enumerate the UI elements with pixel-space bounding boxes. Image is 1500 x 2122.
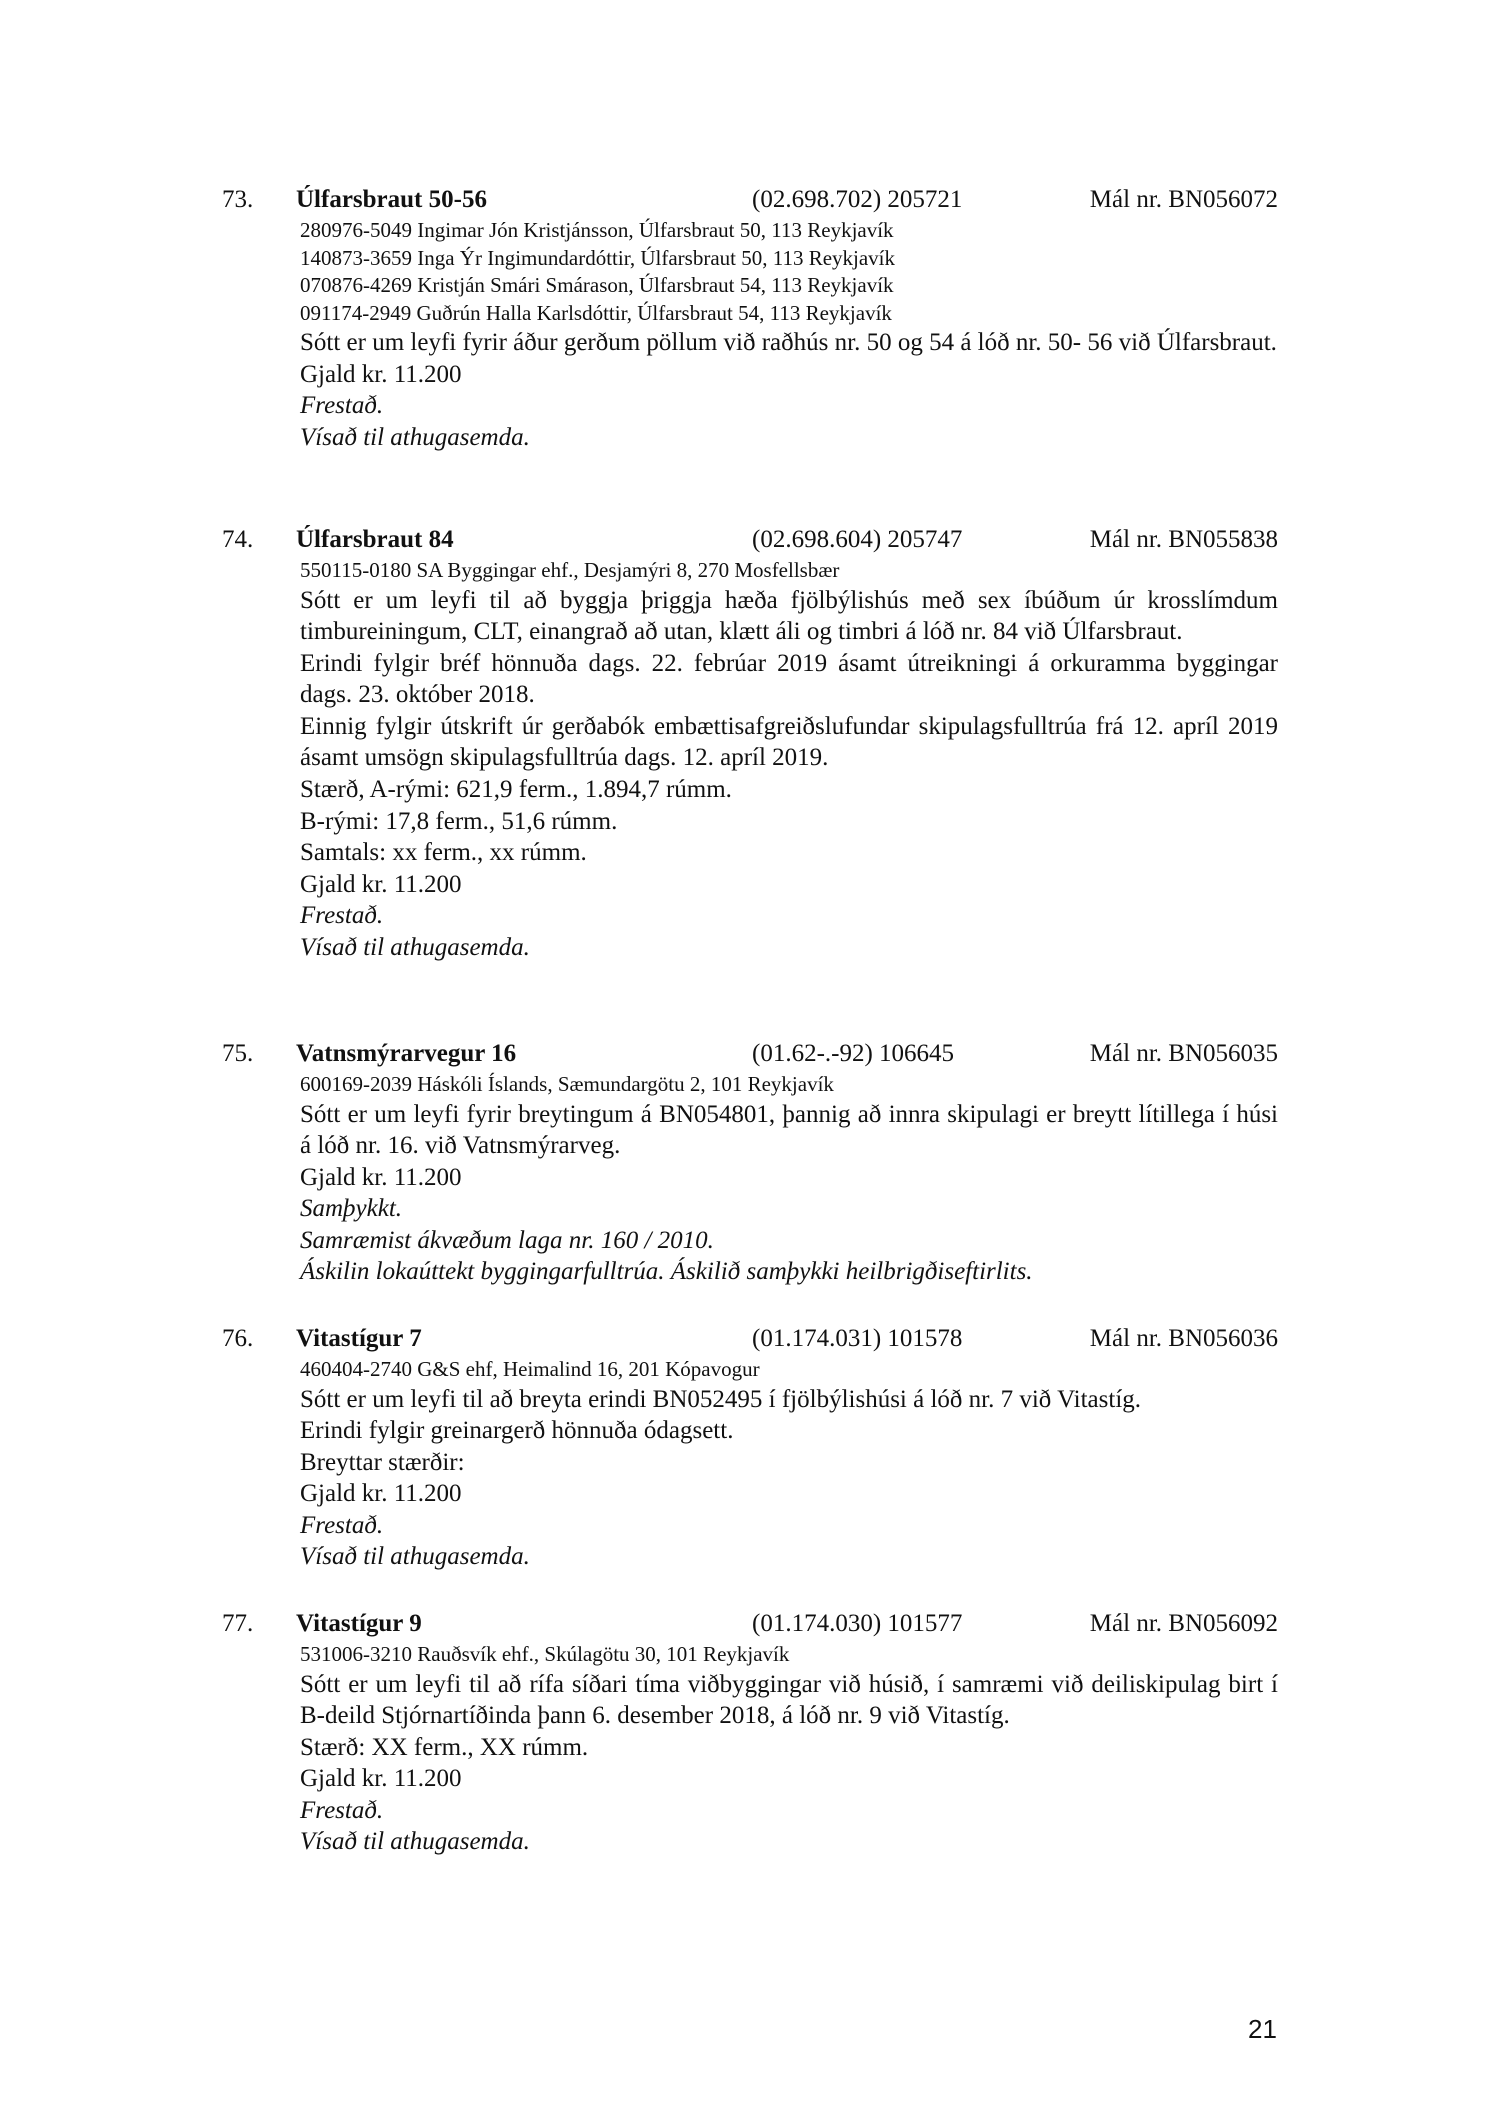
entry-case-number: Mál nr. BN056092 (1089, 1610, 1278, 1637)
entry-header (222, 183, 1278, 217)
applicant-line: 140873-3659 Inga Ýr Ingimundardóttir, Úlfarsbraut 50, 113 Reykjavík (300, 245, 896, 270)
entry-size-a: Stærð, A-rými: 621,9 ferm., 1.894,7 rúmm. (300, 776, 732, 804)
page-number: 21 (1248, 2014, 1277, 2044)
entry-size-b: B-rými: 17,8 ferm., 51,6 rúmm. (300, 807, 618, 835)
entry-size: Stærð: XX ferm., XX rúmm. (300, 1733, 589, 1761)
entry-case-number: Mál nr. BN056036 (1089, 1325, 1278, 1352)
entry-number: 73. (222, 186, 254, 213)
entry-body (300, 1356, 1278, 1573)
entry-fee: Gjald kr. 11.200 (300, 870, 462, 898)
entry-decision-note: Vísað til athugasemda. (300, 1828, 530, 1856)
applicant-line: 070876-4269 Kristján Smári Smárason, Úlfarsbraut 54, 113 Reykjavík (300, 273, 894, 297)
entry-reference: (01.174.030) 101577 (752, 1610, 963, 1637)
entry-number: 76. (222, 1325, 254, 1352)
entry-case-number: Mál nr. BN056072 (1089, 186, 1278, 213)
entry-size-total: Samtals: xx ferm., xx rúmm. (300, 839, 587, 867)
entry-note: Einnig fylgir útskrift úr gerðabók embættisafgreiðslufundar skipulagsfulltrúa frá 12. apríl 2019 ásamt umsögn skipulagsfulltrúa dags. 12. apríl 2019. (300, 712, 1278, 772)
applicant-line: 091174-2949 Guðrún Halla Karlsdóttir, Úlfarsbraut 54, 113 Reykjavík (300, 300, 892, 325)
entry-decision: Frestað. (300, 902, 384, 930)
applicant-line: 550115-0180 SA Byggingar ehf., Desjamýri 8, 270 Mosfellsbær (300, 558, 840, 582)
case-entry-75 (222, 1037, 1278, 1288)
entry-description: Sótt er um leyfi til að breyta erindi BN052495 í fjölbýlishúsi á lóð nr. 7 við Vitastíg. (300, 1385, 1142, 1413)
entry-description: Sótt er um leyfi fyrir áður gerðum pöllum við raðhús nr. 50 og 54 á lóð nr. 50- 56 við Úlfarsbraut. (300, 329, 1277, 356)
entry-number: 74. (222, 526, 254, 553)
entry-fee: Gjald kr. 11.200 (300, 1163, 462, 1191)
entry-address: Vitastígur 9 (296, 1610, 422, 1637)
entry-body (300, 557, 1278, 964)
case-entry-76 (222, 1322, 1278, 1573)
applicant-line: 460404-2740 G&S ehf, Heimalind 16, 201 Kópavogur (300, 1357, 760, 1381)
entry-note: Erindi fylgir greinargerð hönnuða ódagsett. (300, 1417, 734, 1445)
entry-case-number: Mál nr. BN055838 (1089, 526, 1278, 553)
entry-decision: Frestað. (300, 1511, 384, 1539)
entry-note: Erindi fylgir bréf hönnuða dags. 22. febrúar 2019 ásamt útreikningi á orkuramma byggingar dags. 23. október 2018. (300, 649, 1278, 709)
entry-header (222, 523, 1278, 557)
entry-header (222, 1037, 1278, 1071)
entry-reference: (02.698.604) 205747 (752, 526, 963, 553)
entry-body (300, 217, 1278, 453)
entry-decision-note: Vísað til athugasemda. (300, 1543, 530, 1571)
entry-fee: Gjald kr. 11.200 (300, 1765, 462, 1793)
entry-header (222, 1607, 1278, 1641)
entry-header (222, 1322, 1278, 1356)
case-entry-74 (222, 523, 1278, 964)
entry-fee: Gjald kr. 11.200 (300, 1480, 462, 1508)
entry-number: 77. (222, 1610, 254, 1637)
entry-body (300, 1641, 1278, 1858)
entry-fee: Gjald kr. 11.200 (300, 360, 462, 388)
entry-decision-note: Samræmist ákvæðum laga nr. 160 / 2010. (300, 1226, 714, 1254)
entry-address: Vatnsmýrarvegur 16 (296, 1040, 517, 1067)
entry-address: Vitastígur 7 (296, 1325, 422, 1352)
entry-reference: (01.62-.-92) 106645 (752, 1040, 955, 1067)
entry-decision-note: Vísað til athugasemda. (300, 423, 530, 451)
entry-decision: Samþykkt. (300, 1195, 403, 1223)
entry-description: Sótt er um leyfi til að byggja þriggja hæða fjölbýlishús með sex íbúðum úr krosslímdum timbureiningum, CLT, einangrað að utan, klætt áli og timbri á lóð nr. 84 við Úlfarsbraut. (300, 586, 1278, 646)
entry-number: 75. (222, 1040, 254, 1067)
entry-description: Sótt er um leyfi fyrir breytingum á BN054801, þannig að innra skipulagi er breytt lítillega í húsi á lóð nr. 16. við Vatnsmýrarveg. (300, 1100, 1278, 1160)
entry-decision: Frestað. (300, 1796, 384, 1824)
entry-note: Breyttar stærðir: (300, 1448, 465, 1476)
entry-case-number: Mál nr. BN056035 (1089, 1040, 1278, 1067)
applicant-line: 280976-5049 Ingimar Jón Kristjánsson, Úlfarsbraut 50, 113 Reykjavík (300, 218, 894, 242)
entry-decision-note: Áskilin lokaúttekt byggingarfulltrúa. Áskilið samþykki heilbrigðiseftirlits. (300, 1258, 1033, 1286)
applicant-line: 600169-2039 Háskóli Íslands, Sæmundargötu 2, 101 Reykjavík (300, 1072, 834, 1096)
entry-reference: (01.174.031) 101578 (752, 1325, 963, 1352)
entry-decision: Frestað. (300, 392, 384, 420)
applicant-line: 531006-3210 Rauðsvík ehf., Skúlagötu 30, 101 Reykjavík (300, 1642, 790, 1666)
entry-body (300, 1071, 1278, 1288)
entry-decision-note: Vísað til athugasemda. (300, 934, 530, 962)
case-entry-73 (222, 183, 1278, 453)
case-entry-77 (222, 1607, 1278, 1858)
entry-address: Úlfarsbraut 84 (296, 526, 454, 553)
entry-description: Sótt er um leyfi til að rífa síðari tíma viðbyggingar við húsið, í samræmi við deiliskipulag birt í B-deild Stjórnartíðinda þann 6. desember 2018, á lóð nr. 9 við Vitastíg. (300, 1670, 1278, 1730)
entry-reference: (02.698.702) 205721 (752, 186, 963, 213)
entry-address: Úlfarsbraut 50-56 (296, 186, 487, 213)
